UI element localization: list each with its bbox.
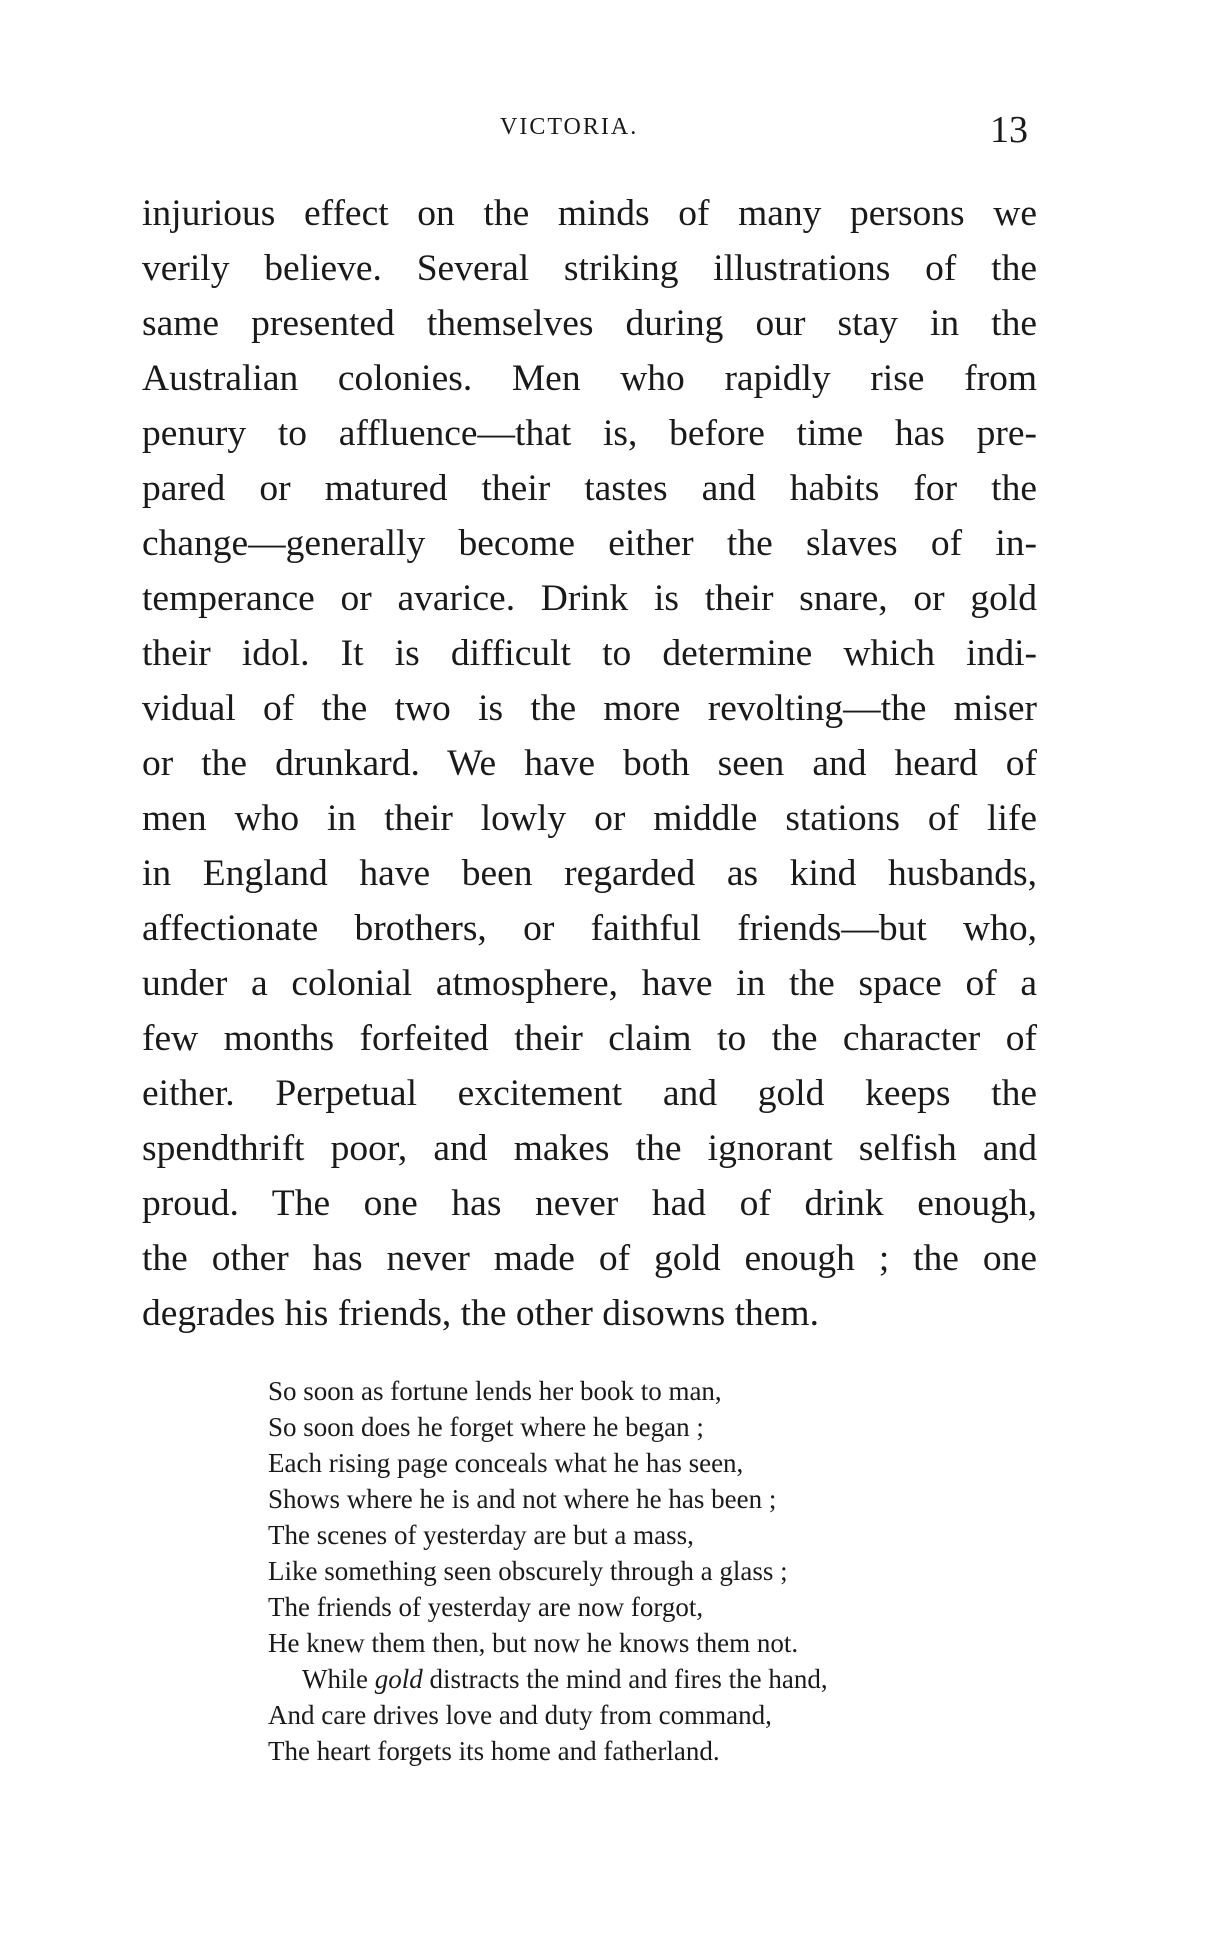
text-line: the other has never made of gold enough ; the one [142, 1238, 1037, 1279]
verse-text: distracts the mind and fires the hand, [422, 1664, 828, 1694]
page-number: 13 [990, 109, 1028, 151]
text-line: their idol. It is difficult to determine which indi- [142, 633, 1037, 674]
verse-line: The heart forgets its home and fatherland. [268, 1736, 720, 1766]
text-line: temperance or avarice. Drink is their snare, or gold [142, 578, 1037, 619]
text-line: few months forfeited their claim to the character of [142, 1018, 1037, 1059]
text-line: affectionate brothers, or faithful friends—but who, [142, 908, 1037, 949]
verse-line: Shows where he is and not where he has been ; [268, 1484, 777, 1514]
text-line: men who in their lowly or middle stations of life [142, 798, 1037, 839]
verse-quotation [268, 1373, 968, 1769]
text-line: change—generally become either the slaves of in- [142, 523, 1037, 564]
text-line: spendthrift poor, and makes the ignorant selfish and [142, 1128, 1037, 1169]
verse-line: And care drives love and duty from command, [268, 1700, 772, 1730]
verse-line: He knew them then, but now he knows them not. [268, 1628, 799, 1658]
text-line: degrades his friends, the other disowns them. [142, 1293, 819, 1334]
verse-text: While [302, 1664, 375, 1694]
text-line: proud. The one has never had of drink enough, [142, 1183, 1037, 1224]
running-title: VICTORIA. [500, 114, 639, 140]
verse-line: The friends of yesterday are now forgot, [268, 1592, 704, 1622]
verse-line: Each rising page conceals what he has seen, [268, 1448, 744, 1478]
text-line: in England have been regarded as kind husbands, [142, 853, 1037, 894]
running-head [0, 108, 1228, 151]
text-line: either. Perpetual excitement and gold keeps the [142, 1073, 1037, 1114]
verse-line: So soon as fortune lends her book to man, [268, 1376, 722, 1406]
text-line: vidual of the two is the more revolting—the miser [142, 688, 1037, 729]
verse-italic-word: gold [374, 1664, 423, 1694]
text-line: same presented themselves during our stay in the [142, 303, 1037, 344]
verse-line [268, 1661, 968, 1697]
text-line: Australian colonies. Men who rapidly rise from [142, 358, 1037, 399]
text-line: under a colonial atmosphere, have in the space of a [142, 963, 1037, 1004]
body-paragraph [142, 186, 1037, 1341]
text-line: verily believe. Several striking illustrations of the [142, 248, 1037, 289]
text-line: or the drunkard. We have both seen and heard of [142, 743, 1037, 784]
text-line: injurious effect on the minds of many persons we [142, 193, 1037, 234]
verse-line: Like something seen obscurely through a glass ; [268, 1556, 788, 1586]
verse-line: So soon does he forget where he began ; [268, 1412, 704, 1442]
text-line: penury to affluence—that is, before time has pre- [142, 413, 1037, 454]
verse-line: The scenes of yesterday are but a mass, [268, 1520, 694, 1550]
text-line: pared or matured their tastes and habits for the [142, 468, 1037, 509]
